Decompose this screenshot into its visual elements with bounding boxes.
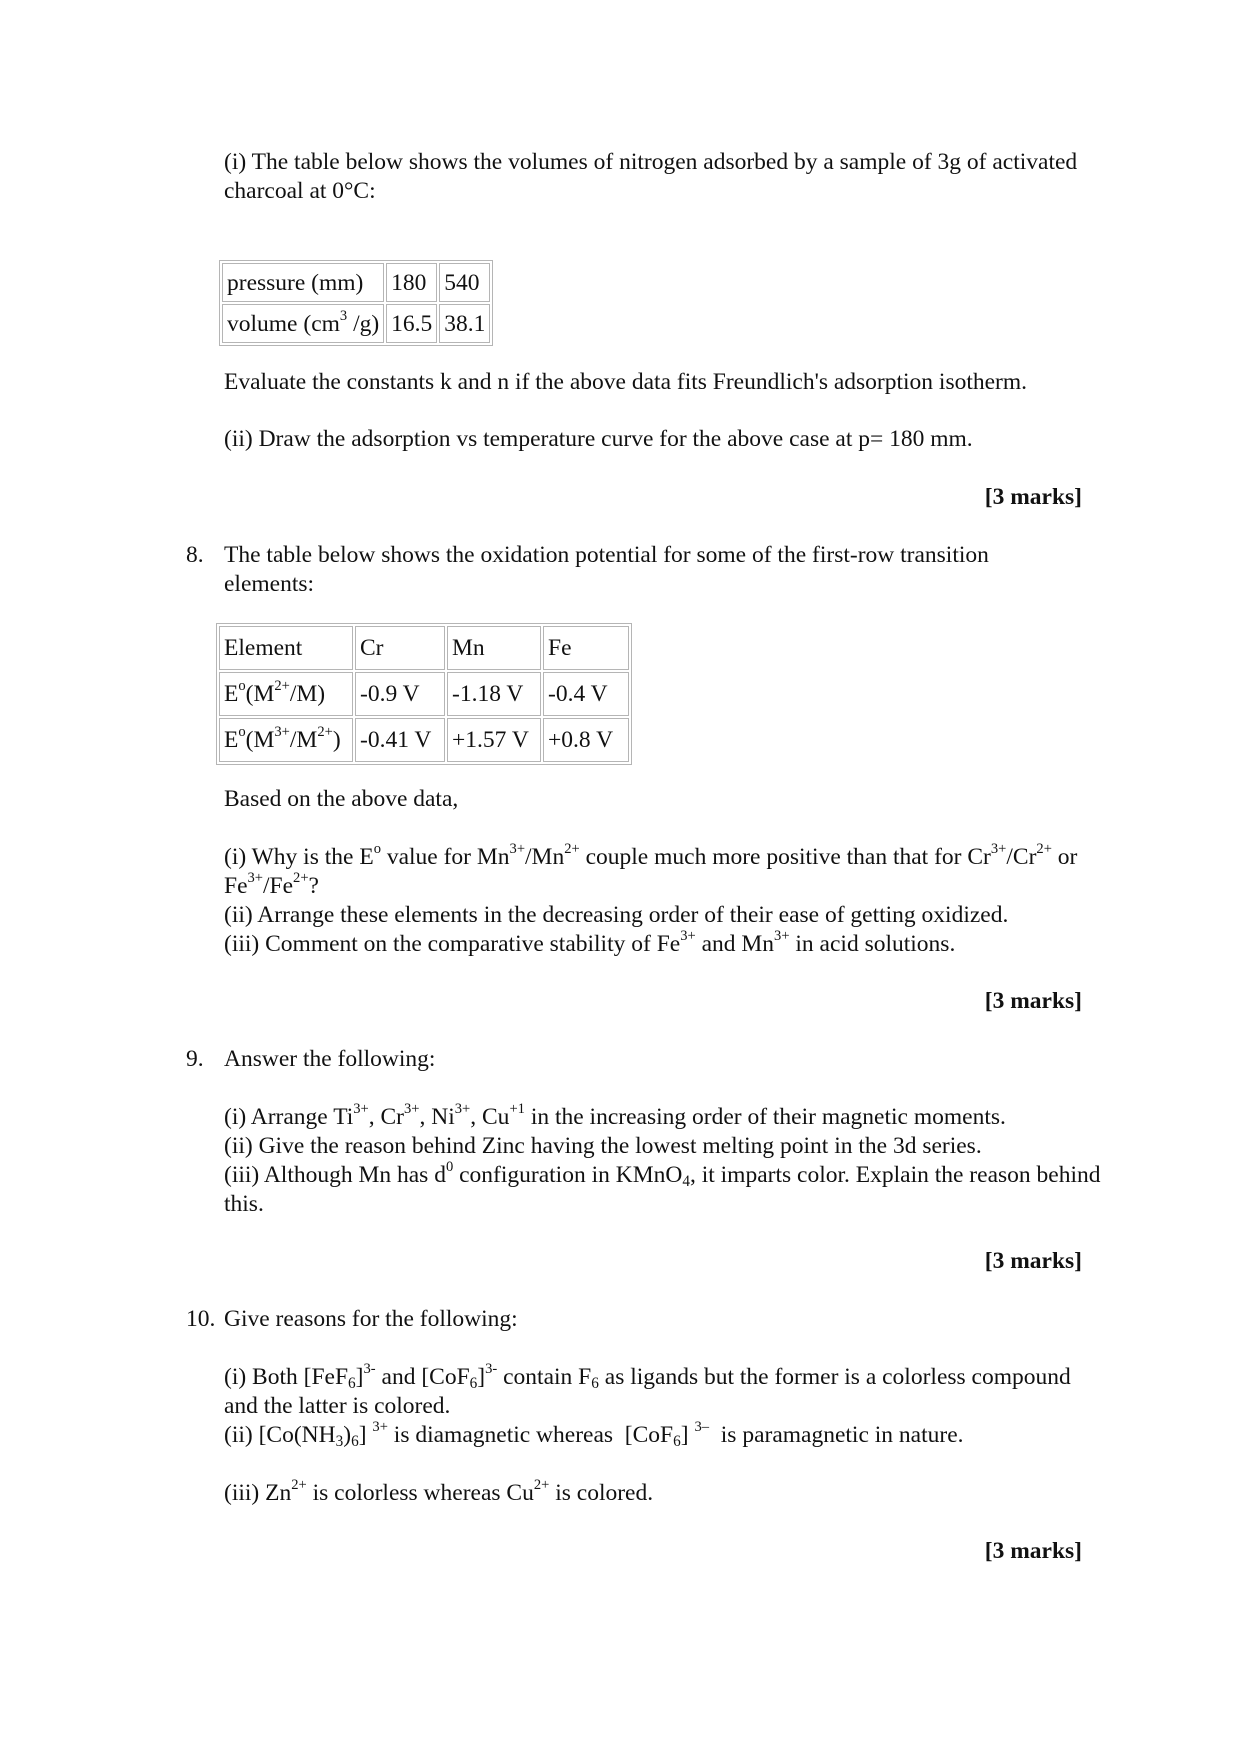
table-header-cell: Cr	[355, 626, 445, 670]
q10-marks: [3 marks]	[984, 1538, 1082, 1564]
q8-part-ii: (ii) Arrange these elements in the decreasing order of their ease of getting oxidized.	[224, 902, 1009, 928]
q9-part-ii: (ii) Give the reason behind Zinc having the lowest melting point in the 3d series.	[224, 1133, 982, 1159]
row-label: volume ($cm^3$ /g)	[222, 304, 384, 343]
row-label: $E^o(M^{3+}/M^{2+})$	[219, 718, 353, 762]
table-cell: -0.4 V	[543, 672, 629, 716]
q7-intro: (i) The table below shows the volumes of nitrogen adsorbed by a sample of 3g of activated charcoal at 0°C:	[224, 149, 1078, 204]
q10-part-ii: (ii) $[Co(NH_3)_6]$ $^{3+}$ is diamagnetic whereas [CoF$_6$] $^{3-}$ is paramagnetic in nature.	[224, 1419, 964, 1450]
row-label: pressure (mm)	[222, 263, 384, 302]
q8-marks: [3 marks]	[984, 988, 1082, 1014]
table-cell: +0.8 V	[543, 718, 629, 762]
q7-part-ii: (ii) Draw the adsorption vs temperature curve for the above case at p= 180 mm.	[224, 426, 973, 452]
table-cell: -1.18 V	[447, 672, 541, 716]
q9-marks: [3 marks]	[984, 1248, 1082, 1274]
table-cell: -0.41 V	[355, 718, 445, 762]
q8-number: 8.	[186, 542, 204, 568]
table-row	[219, 672, 629, 716]
table-row	[222, 263, 490, 302]
q9-number: 9.	[186, 1046, 204, 1072]
q8-table	[216, 623, 632, 765]
q8-part-iii: (iii) Comment on the comparative stability of $Fe^{3+}$ and $Mn^{3+}$ in acid solutions.	[224, 928, 956, 957]
q7-table	[219, 260, 493, 346]
q7-evaluate: Evaluate the constants k and n if the above data fits Freundlich's adsorption isotherm.	[224, 369, 1028, 395]
table-row	[219, 718, 629, 762]
table-cell: -0.9 V	[355, 672, 445, 716]
row-label: $E^o(M^{2+}/M)$	[219, 672, 353, 716]
table-header-cell: Fe	[543, 626, 629, 670]
table-cell: 16.5	[386, 304, 437, 343]
q10-number: 10.	[186, 1306, 216, 1332]
table-cell: 38.1	[439, 304, 490, 343]
table-cell: +1.57 V	[447, 718, 541, 762]
q7-marks: [3 marks]	[984, 484, 1082, 510]
q8-intro: The table below shows the oxidation potential for some of the first-row transition elements:	[224, 542, 989, 597]
q9-part-i: (i) Arrange $Ti^{3+}$, $Cr^{3+}$, $Ni^{3+}$, $Cu^{+1}$ in the increasing order of their magnetic moments.	[224, 1101, 1006, 1130]
table-cell: 180	[386, 263, 437, 302]
table-row	[219, 626, 629, 670]
table-row	[222, 304, 490, 343]
q10-part-i: (i) Both $[FeF_6]^{3-}$ and $[CoF_6]^{3-}$ contain $F_6$ as ligands but the former is a colorless compound and the latter is colored.	[224, 1361, 1071, 1419]
table-header-cell: Element	[219, 626, 353, 670]
q9-intro: Answer the following:	[224, 1046, 436, 1072]
q9-part-iii: (iii) Although Mn has $d^0$ configuration in KMnO$_4$, it imparts color. Explain the reason behind this.	[224, 1159, 1101, 1217]
table-header-cell: Mn	[447, 626, 541, 670]
q8-part-i: (i) Why is the $E^o$ value for $Mn^{3+}/Mn^{2+}$ couple much more positive than that for $Cr^{3+}/Cr^{2+}$ or $Fe^{3+}/Fe^{2+}$?	[224, 841, 1078, 899]
q8-based: Based on the above data,	[224, 786, 459, 812]
table-cell: 540	[439, 263, 490, 302]
q10-intro: Give reasons for the following:	[224, 1306, 518, 1332]
q10-part-iii: (iii) $Zn^{2+}$ is colorless whereas $Cu^{2+}$ is colored.	[224, 1477, 654, 1506]
